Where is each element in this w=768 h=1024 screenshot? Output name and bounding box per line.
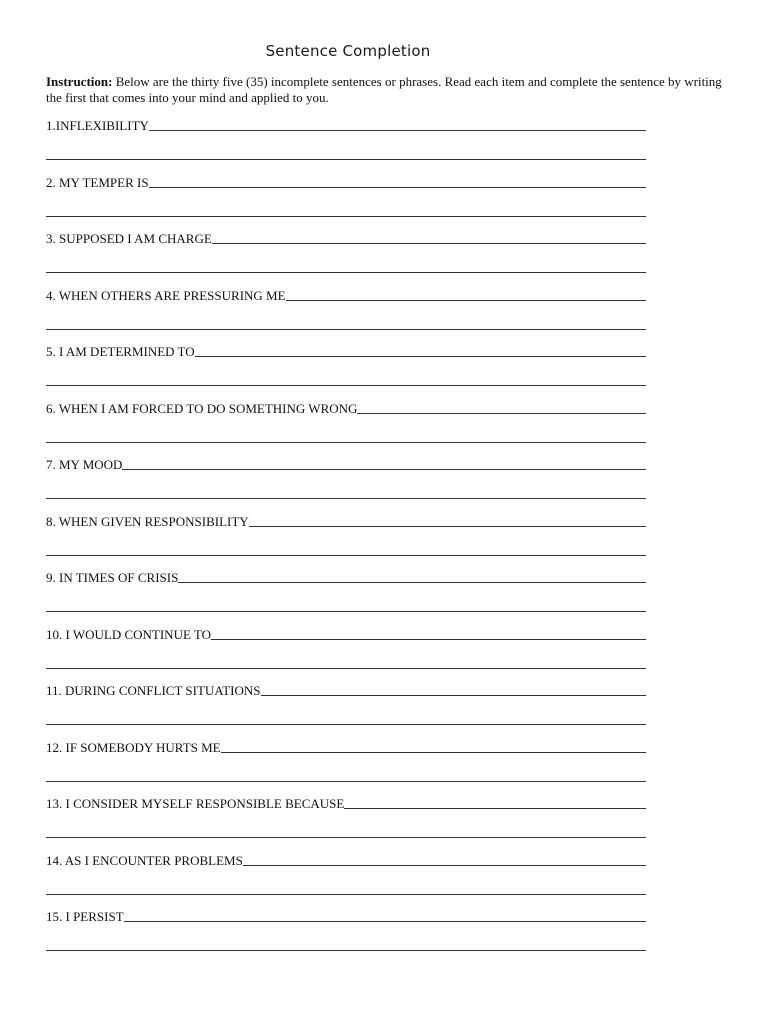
sentence-prompt: 3. SUPPOSED I AM CHARGE (46, 231, 212, 246)
sentence-prompt: 15. I PERSIST (46, 909, 124, 924)
sentence-list (46, 117, 648, 965)
prompt-row (46, 456, 646, 473)
prompt-row (46, 739, 646, 756)
prompt-row (46, 343, 646, 360)
answer-blank-line[interactable] (46, 442, 646, 443)
sentence-prompt: 5. I AM DETERMINED TO (46, 344, 195, 359)
answer-blank-inline[interactable] (243, 865, 646, 866)
sentence-prompt: 6. WHEN I AM FORCED TO DO SOMETHING WRONG (46, 400, 358, 416)
answer-blank-line[interactable] (46, 950, 646, 951)
answer-blank-inline[interactable] (124, 921, 646, 922)
prompt-row (46, 908, 646, 925)
prompt-row (46, 287, 646, 304)
sentence-prompt: 8. WHEN GIVEN RESPONSIBILITY (46, 513, 249, 529)
sentence-prompt: 1.INFLEXIBILITY (46, 118, 149, 133)
answer-blank-line[interactable] (46, 611, 646, 612)
sentence-prompt: 10. I WOULD CONTINUE TO (46, 626, 212, 642)
sentence-item (46, 343, 648, 400)
answer-blank-line[interactable] (46, 724, 646, 725)
answer-blank-line[interactable] (46, 329, 646, 330)
instruction-paragraph (46, 74, 726, 106)
instruction-text: Below are the thirty five (35) incomplete sentences or phrases. Read each item and complete the sentence by writing the first that comes into your mind and applied to you. (46, 74, 722, 105)
answer-blank-inline[interactable] (195, 356, 646, 357)
sentence-item (46, 795, 648, 852)
answer-blank-inline[interactable] (286, 300, 646, 301)
answer-blank-inline[interactable] (122, 469, 646, 470)
sentence-item (46, 400, 648, 457)
prompt-row (46, 117, 646, 134)
sentence-prompt: 2. MY TEMPER IS (46, 174, 149, 190)
sentence-item (46, 174, 648, 231)
answer-blank-inline[interactable] (212, 243, 646, 244)
answer-blank-line[interactable] (46, 159, 646, 160)
sentence-item (46, 287, 648, 344)
sentence-item (46, 117, 648, 174)
answer-blank-inline[interactable] (221, 752, 646, 753)
sentence-item (46, 456, 648, 513)
answer-blank-line[interactable] (46, 216, 646, 217)
sentence-prompt: 12. IF SOMEBODY HURTS ME (46, 739, 221, 755)
answer-blank-line[interactable] (46, 555, 646, 556)
prompt-row (46, 230, 646, 247)
sentence-item (46, 908, 648, 965)
answer-blank-inline[interactable] (149, 130, 646, 131)
instruction-label: Instruction: (46, 74, 113, 89)
answer-blank-inline[interactable] (178, 582, 646, 583)
answer-blank-line[interactable] (46, 837, 646, 838)
answer-blank-line[interactable] (46, 385, 646, 386)
prompt-row (46, 795, 646, 812)
sentence-item (46, 626, 648, 683)
answer-blank-inline[interactable] (211, 639, 646, 640)
page-title: Sentence Completion (265, 42, 431, 60)
sentence-prompt: 14. AS I ENCOUNTER PROBLEMS (46, 852, 243, 868)
sentence-prompt: 7. MY MOOD (46, 457, 123, 472)
prompt-row (46, 513, 646, 530)
answer-blank-line[interactable] (46, 272, 646, 273)
sentence-item (46, 230, 648, 287)
answer-blank-inline[interactable] (149, 187, 646, 188)
answer-blank-line[interactable] (46, 781, 646, 782)
prompt-row (46, 400, 646, 417)
sentence-prompt: 4. WHEN OTHERS ARE PRESSURING ME (46, 287, 286, 303)
answer-blank-inline[interactable] (249, 526, 646, 527)
prompt-row (46, 626, 646, 643)
sentence-item (46, 682, 648, 739)
prompt-row (46, 569, 646, 586)
prompt-row (46, 174, 646, 191)
answer-blank-line[interactable] (46, 668, 646, 669)
sentence-item (46, 513, 648, 570)
answer-blank-inline[interactable] (344, 808, 646, 809)
sentence-prompt: 13. I CONSIDER MYSELF RESPONSIBLE BECAUSE (46, 796, 345, 811)
prompt-row (46, 682, 646, 699)
sentence-prompt: 11. DURING CONFLICT SITUATIONS (46, 683, 261, 698)
sentence-item (46, 852, 648, 909)
prompt-row (46, 852, 646, 869)
answer-blank-line[interactable] (46, 894, 646, 895)
answer-blank-inline[interactable] (357, 413, 646, 414)
sentence-item (46, 569, 648, 626)
answer-blank-inline[interactable] (261, 695, 646, 696)
answer-blank-line[interactable] (46, 498, 646, 499)
sentence-item (46, 739, 648, 796)
sentence-prompt: 9. IN TIMES OF CRISIS (46, 570, 179, 585)
